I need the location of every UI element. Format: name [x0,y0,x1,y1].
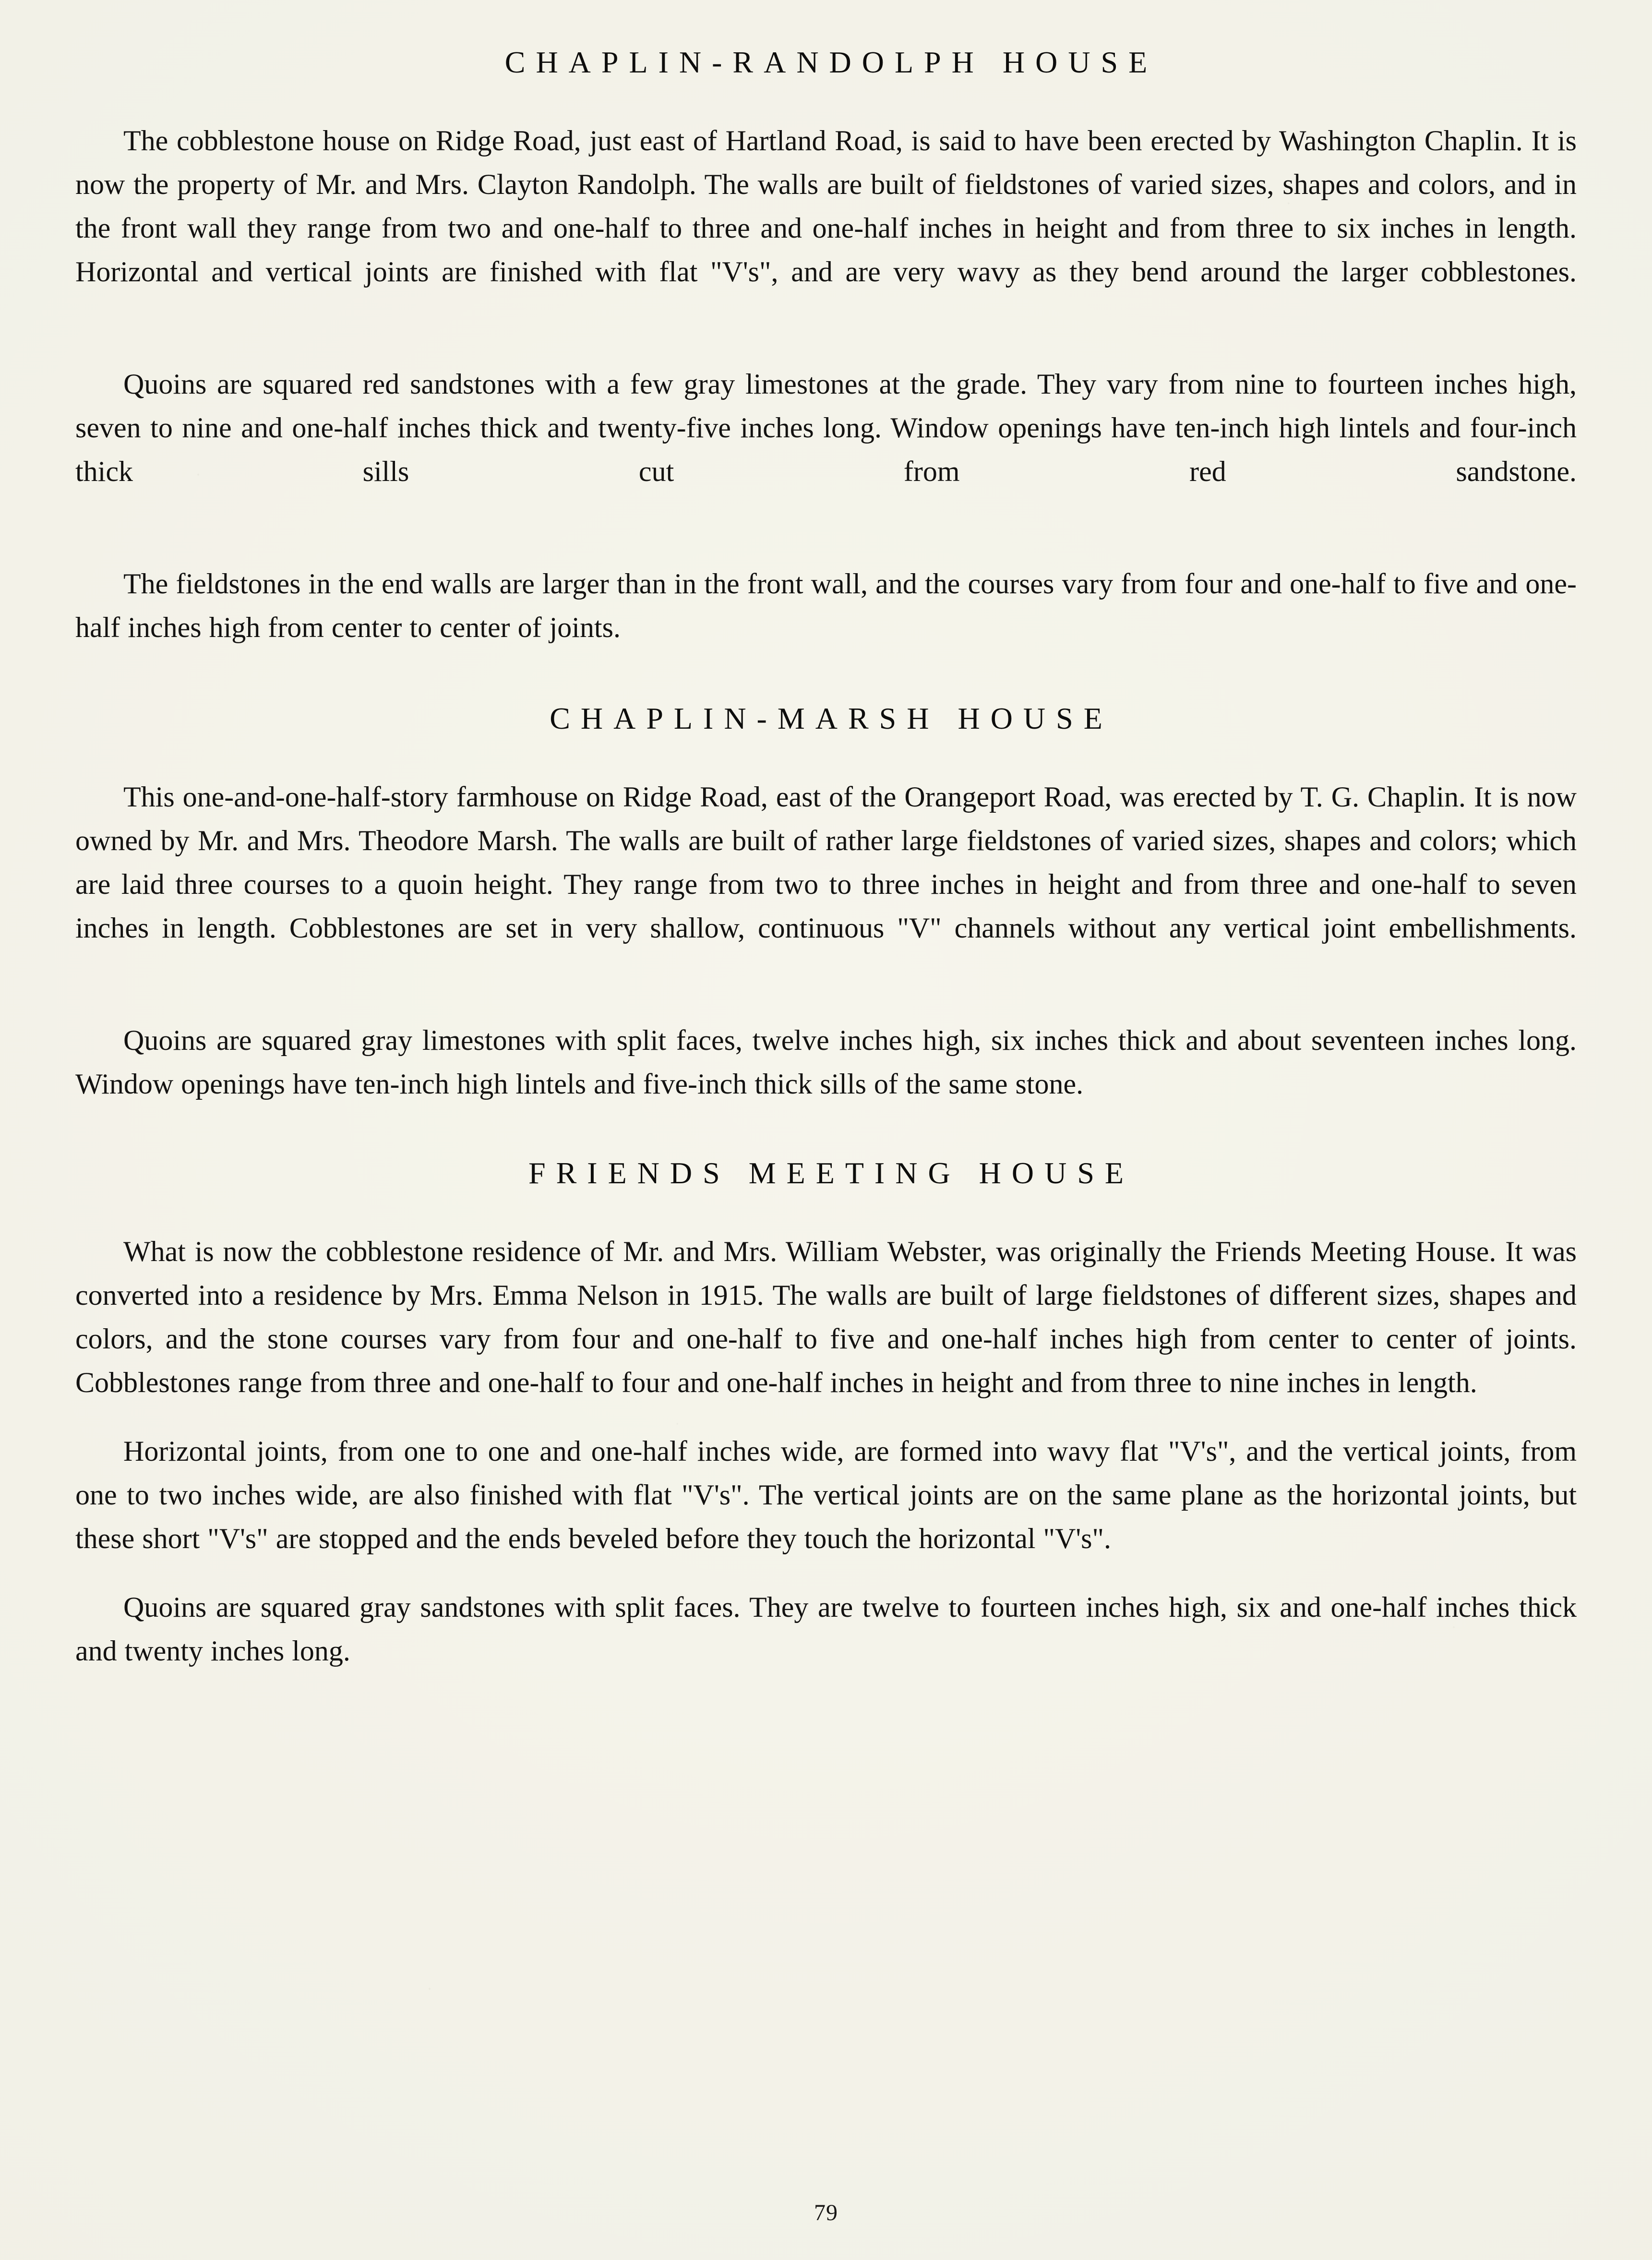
section-heading-chaplin-randolph-house: CHAPLIN-RANDOLPH HOUSE [504,45,1158,79]
paragraph: Quoins are squared gray sandstones with split faces. They are twelve to fourteen inches high, six and one-half inches thick and twenty inches long. [75,1591,1577,1667]
paragraph: The cobblestone house on Ridge Road, just east of Hartland Road, is said to have been erected by Washington Chaplin. It is now the property of Mr. and Mrs. Clayton Randolph. The walls are built of fieldstones of varied sizes, shapes and colors, and in the front wall they range from two and one-half to three and one-half inches in height and from three to six inches in length. Horizontal and vertical joints are finished with flat "V's", and are very wavy as they bend around the larger cobblestones. [75,125,1577,288]
page-text-column [75,0,1577,1673]
paragraph: Quoins are squared gray limestones with split faces, twelve inches high, six inches thick and about seventeen inches long. Window openings have ten-inch high lintels and five-inch thick sills of the same stone. [75,1024,1577,1100]
page-number: 79 [814,2200,838,2225]
paragraph: Quoins are squared red sandstones with a few gray limestones at the grade. They vary from nine to fourteen inches high, seven to nine and one-half inches thick and twenty-five inches long. Window openings have ten-inch high lintels and four-inch thick sills cut from red sandstone. [75,368,1577,487]
section-heading-friends-meeting-house: FRIENDS MEETING HOUSE [528,1156,1134,1190]
section-heading-chaplin-marsh-house: CHAPLIN-MARSH HOUSE [550,701,1113,735]
paragraph: This one-and-one-half-story farmhouse on Ridge Road, east of the Orangeport Road, was erected by T. G. Chaplin. It is now owned by Mr. and Mrs. Theodore Marsh. The walls are built of rather large fieldstones of varied sizes, shapes and colors; which are laid three courses to a quoin height. They range from two to three inches in height and from three and one-half to seven inches in length. Cobblestones are set in very shallow, continuous "V" channels without any vertical joint embellishments. [75,781,1577,944]
paragraph: What is now the cobblestone residence of Mr. and Mrs. William Webster, was originally the Friends Meeting House. It was converted into a residence by Mrs. Emma Nelson in 1915. The walls are built of large fieldstones of different sizes, shapes and colors, and the stone courses vary from four and one-half to five and one-half inches high from center to center of joints. Cobblestones range from three and one-half to four and one-half inches in height and from three to nine inches in length. [75,1236,1577,1398]
paragraph: The fieldstones in the end walls are larger than in the front wall, and the courses vary from four and one-half to five and one-half inches high from center to center of joints. [75,568,1577,643]
paragraph: Horizontal joints, from one to one and one-half inches wide, are formed into wavy flat "V's", and the vertical joints, from one to two inches wide, are also finished with flat "V's". The vertical joints are on the same plane as the horizontal joints, but these short "V's" are stopped and the ends beveled before they touch the horizontal "V's". [75,1435,1577,1554]
